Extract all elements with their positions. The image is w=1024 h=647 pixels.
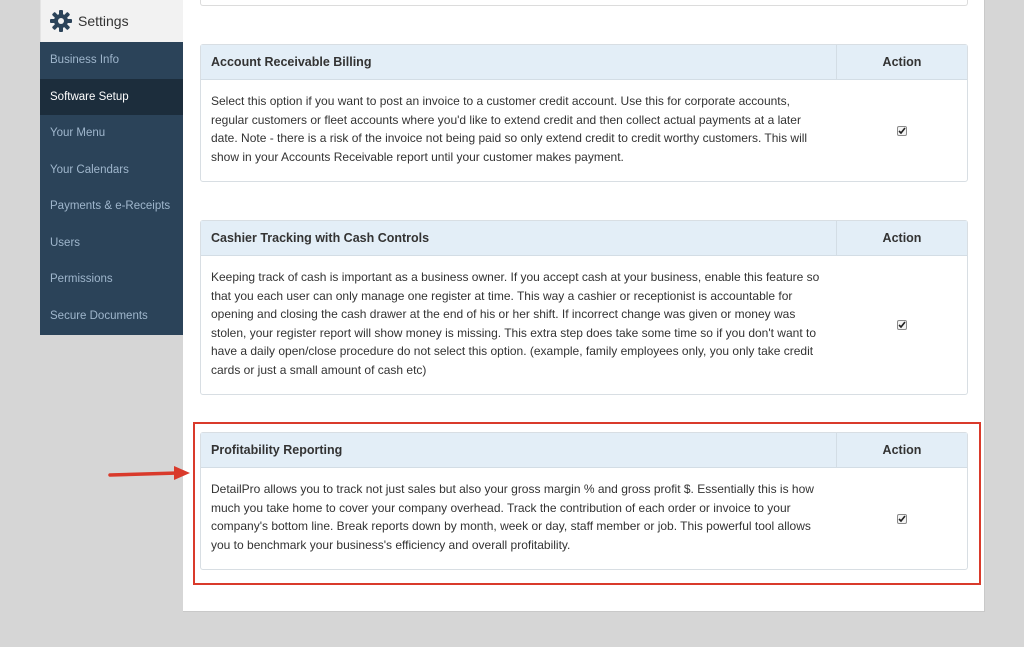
- card-body: [201, 256, 967, 394]
- card-header: [201, 221, 967, 256]
- card-body: [201, 80, 967, 181]
- checkmark-icon: [898, 321, 906, 329]
- sidebar-item-permissions[interactable]: Permissions: [50, 273, 113, 285]
- previous-card-edge: [200, 0, 968, 6]
- card-description: Select this option if you want to post an invoice to a customer credit account. Use this for corporate accounts, regular customers or fleet accounts where you'd like to extend credit and then collect actual payments at a later date. Note - there is a risk of the invoice not being paid so only extend credit to credit worthy customers. This will show in your Accounts Receivable report until your customer makes payment.: [211, 94, 808, 164]
- checkmark-icon: [898, 127, 906, 135]
- card-account-receivable-billing: [200, 44, 968, 182]
- card-cashier-tracking: [200, 220, 968, 395]
- card-profitability-reporting: [200, 432, 968, 570]
- action-cell: [837, 256, 967, 394]
- enable-checkbox[interactable]: [897, 320, 907, 330]
- action-column-header: Action: [882, 55, 922, 69]
- settings-main-panel: [183, 0, 985, 612]
- action-column-header: Action: [882, 231, 922, 245]
- action-cell: [837, 80, 967, 181]
- sidebar-item-your-menu[interactable]: Your Menu: [50, 127, 106, 139]
- card-title: Cashier Tracking with Cash Controls: [201, 221, 837, 255]
- sidebar-item-your-calendars[interactable]: Your Calendars: [50, 164, 129, 176]
- card-description: Keeping track of cash is important as a business owner. If you accept cash at your business, enable this feature so that you each user can only manage one register at time. This way a cashier or receptionist is accountable for opening and closing the cash drawer at the end of his or her shift. If incorrect change was given or money was stolen, your register report will show money is missing. This extra step does take some time so if you don't want to have a daily open/close procedure do not select this option. (example, family employees only, you only take credit cards or just a small amount of cash etc): [211, 270, 820, 377]
- settings-sidebar: [40, 0, 183, 335]
- sidebar-item-payments[interactable]: Payments & e-Receipts: [50, 200, 171, 212]
- settings-header[interactable]: [40, 0, 183, 42]
- action-column-header: Action: [882, 443, 922, 457]
- sidebar-item-software-setup[interactable]: Software Setup: [40, 79, 183, 115]
- sidebar-item-users[interactable]: Users: [50, 237, 81, 249]
- action-cell: [837, 468, 967, 569]
- card-body: [201, 468, 967, 569]
- card-title: Account Receivable Billing: [201, 45, 837, 79]
- enable-checkbox[interactable]: [897, 514, 907, 524]
- sidebar-item-business-info[interactable]: Business Info: [50, 54, 120, 66]
- card-header: [201, 433, 967, 468]
- card-title: Profitability Reporting: [201, 433, 837, 467]
- gear-icon: [49, 9, 73, 33]
- settings-title: Settings: [78, 13, 129, 29]
- sidebar-item-secure-documents[interactable]: Secure Documents: [50, 310, 148, 322]
- pointer-arrow-icon: [106, 465, 192, 485]
- card-header: [201, 45, 967, 80]
- card-description: DetailPro allows you to track not just sales but also your gross margin % and gross profit $. Essentially this is how much you take home to cover your company overhead. Track the contribution of each order or invoice to your company's bottom line. Break reports down by month, week or day, staff member or job. This powerful tool allows you to benchmark your business's efficiency and overall profitability.: [211, 482, 814, 552]
- enable-checkbox[interactable]: [897, 126, 907, 136]
- checkmark-icon: [898, 515, 906, 523]
